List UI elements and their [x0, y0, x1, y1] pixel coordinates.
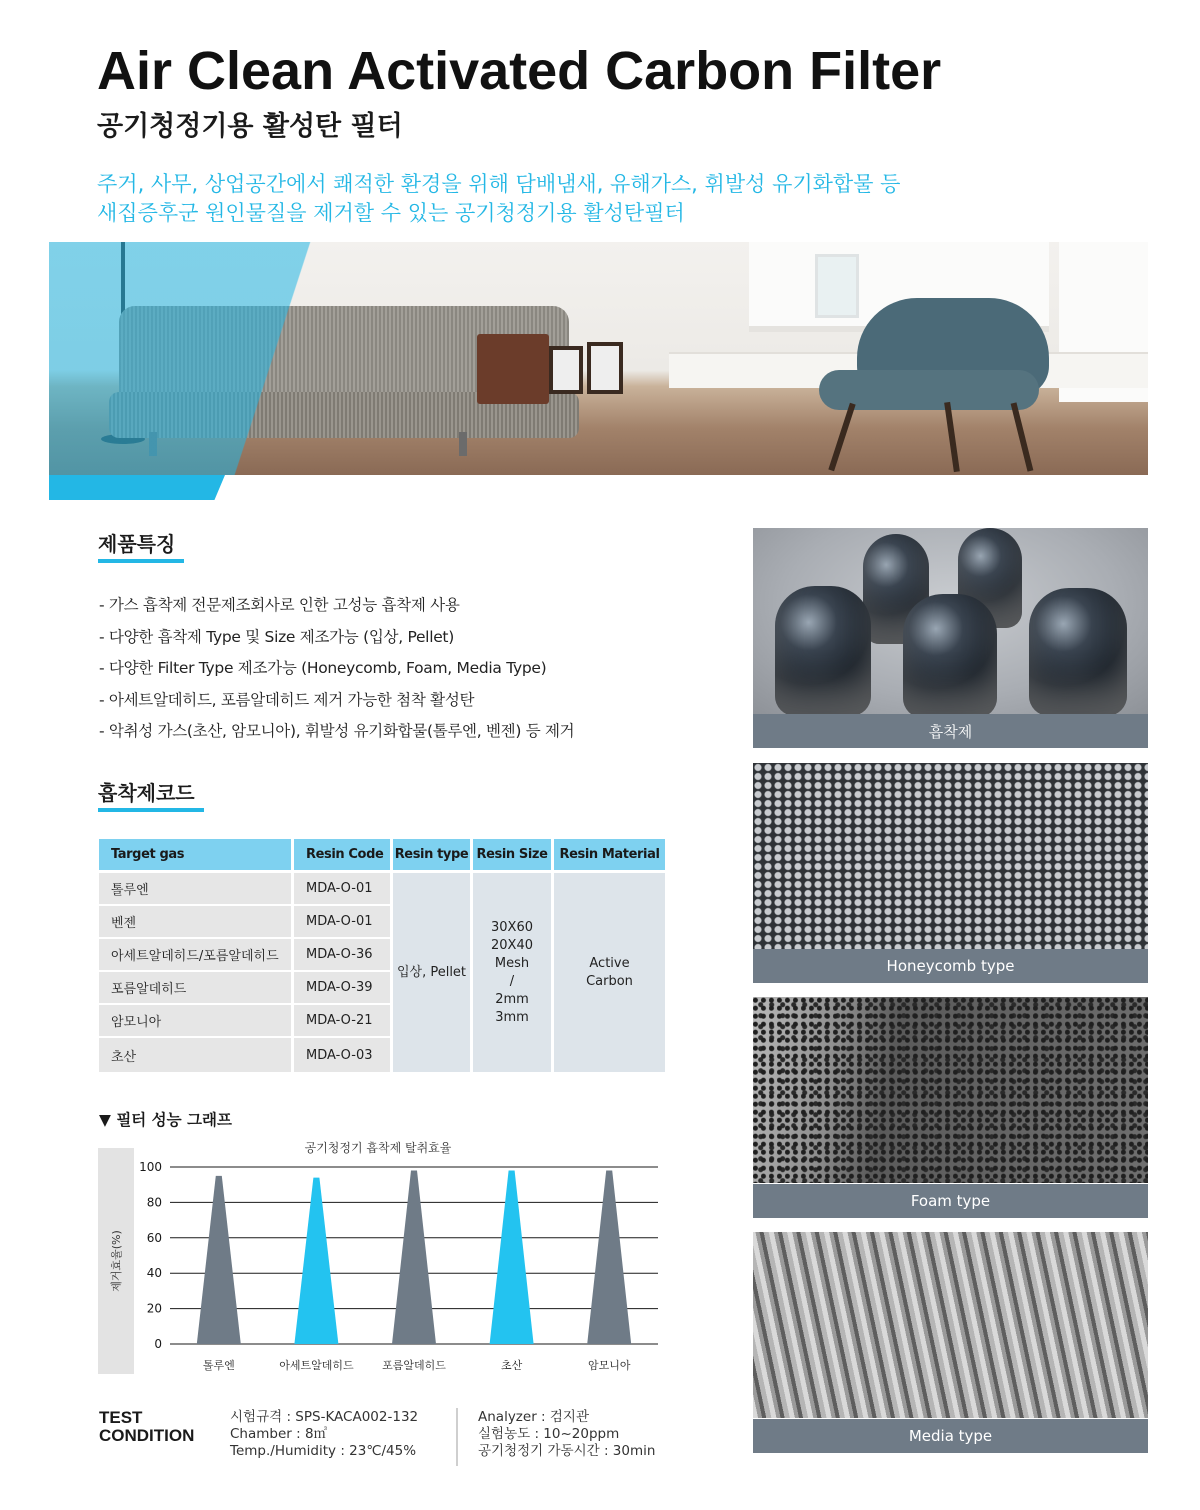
- table-cell-code: MDA-O-21: [294, 1005, 390, 1036]
- test-condition-label-line: TEST: [99, 1408, 143, 1427]
- test-condition-col-1: [230, 1409, 418, 1460]
- chart-y-tick-label: 40: [146, 1266, 162, 1281]
- feature-item: - 아세트알데히드, 포름알데히드 제거 가능한 첨착 활성탄: [99, 690, 475, 709]
- chart-x-tick-label: 포름알데히드: [382, 1359, 446, 1372]
- adsorbent-jar: [775, 586, 871, 716]
- resin-size-line: 3mm: [495, 1009, 529, 1025]
- table-cell-code: MDA-O-36: [294, 939, 390, 970]
- table-cell-gas: 아세트알데히드/포름알데히드: [99, 939, 291, 970]
- adsorbent-jar: [903, 594, 997, 718]
- test-condition-item: Analyzer : 검지관: [478, 1409, 589, 1425]
- table-header-resin-material: Resin Material: [554, 839, 665, 870]
- table-cell-gas: 톨루엔: [99, 873, 291, 904]
- photo-foam: [753, 997, 1148, 1218]
- test-condition-item: 공기청정기 가동시간 : 30min: [478, 1443, 656, 1459]
- features-title: 제품특징: [98, 532, 176, 556]
- resin-size-line: 20X40: [491, 937, 533, 953]
- honeycomb-image: [753, 763, 1148, 949]
- test-condition-divider: [456, 1408, 458, 1466]
- test-condition-item: 시험규격 : SPS-KACA002-132: [230, 1409, 419, 1425]
- chart-y-tick-label: 80: [146, 1195, 162, 1210]
- photo-caption: 흡착제: [753, 714, 1148, 748]
- table-cell-resin-material: [554, 873, 665, 1072]
- efficiency-bar-chart: [98, 1132, 668, 1382]
- chart-y-axis-label: 제거효율(%): [110, 1230, 123, 1292]
- table-cell-gas: 포름알데히드: [99, 972, 291, 1003]
- resin-material-line: Carbon: [586, 973, 633, 989]
- feature-item: - 악취성 가스(초산, 암모니아), 휘발성 유기화합물(톨루엔, 벤젠) 등 제거: [99, 722, 575, 740]
- intro-line-2: 새집증후군 원인물질을 제거할 수 있는 공기청정기용 활성탄필터: [97, 201, 685, 225]
- photo-adsorbent: [753, 528, 1148, 748]
- code-table-title: 흡착제코드: [98, 781, 195, 805]
- code-table-title-underline: [98, 808, 204, 812]
- photo-caption: Foam type: [753, 1184, 1148, 1218]
- test-condition-item: 실험농도 : 10~20ppm: [478, 1426, 620, 1442]
- hero-room-image: [49, 242, 1148, 475]
- chart-title: 공기청정기 흡착제 탈취효율: [304, 1141, 452, 1155]
- adsorbent-image: [753, 528, 1148, 714]
- photo-caption: Honeycomb type: [753, 949, 1148, 983]
- chart-x-tick-label: 아세트알데히드: [279, 1359, 354, 1372]
- hero-blue-overlay: [49, 242, 1148, 475]
- resin-size-line: /: [509, 973, 515, 989]
- test-condition-label: [99, 1409, 194, 1445]
- table-cell-resin-size: [473, 873, 551, 1072]
- chart-x-tick-label: 암모니아: [587, 1359, 631, 1372]
- resin-material-line: Active: [589, 955, 630, 971]
- photo-caption: Media type: [753, 1419, 1148, 1453]
- table-cell-gas: 초산: [99, 1038, 291, 1072]
- chart-y-tick-label: 20: [146, 1301, 162, 1316]
- table-cell-resin-type: 입상, Pellet: [393, 873, 470, 1072]
- chart-y-tick-label: 100: [139, 1160, 162, 1174]
- table-header-resin-type: Resin type: [393, 839, 470, 870]
- test-condition-col-2: [478, 1409, 655, 1460]
- table-cell-code: MDA-O-01: [294, 873, 390, 904]
- features-title-underline: [98, 559, 184, 563]
- graph-section-title: ▼ 필터 성능 그래프: [99, 1111, 232, 1129]
- intro-text: [97, 170, 900, 228]
- table-cell-code: MDA-O-01: [294, 906, 390, 937]
- feature-item: - 가스 흡착제 전문제조회사로 인한 고성능 흡착제 사용: [99, 596, 460, 614]
- intro-line-1: 주거, 사무, 상업공간에서 쾌적한 환경을 위해 담배냄새, 유해가스, 휘발성 유기화합물 등: [97, 172, 901, 196]
- test-condition-item: Temp./Humidity : 23℃/45%: [230, 1443, 417, 1459]
- feature-item: - 다양한 Filter Type 제조가능 (Honeycomb, Foam, Media Type): [99, 659, 547, 677]
- hero-accent-strip: [49, 475, 225, 500]
- table-header-resin-code: Resin Code: [294, 839, 390, 870]
- feature-item: - 다양한 흡착제 Type 및 Size 제조가능 (입상, Pellet): [99, 627, 454, 646]
- page-title: Air Clean Activated Carbon Filter: [97, 41, 942, 101]
- table-cell-gas: 암모니아: [99, 1005, 291, 1036]
- table-header-target-gas: Target gas: [99, 839, 291, 870]
- media-image: [753, 1232, 1148, 1418]
- adsorbent-jar: [1029, 588, 1127, 716]
- chart-bar: [587, 1171, 631, 1344]
- chart-x-tick-label: 톨루엔: [202, 1359, 235, 1372]
- photo-media: [753, 1232, 1148, 1453]
- table-header-resin-size: Resin Size: [473, 839, 551, 870]
- table-cell-gas: 벤젠: [99, 906, 291, 937]
- table-cell-code: MDA-O-39: [294, 972, 390, 1003]
- chart-bar: [392, 1171, 436, 1344]
- test-condition-label-line: CONDITION: [99, 1426, 195, 1445]
- foam-image: [753, 997, 1148, 1183]
- photo-honeycomb: [753, 763, 1148, 983]
- table-cell-code: MDA-O-03: [294, 1038, 390, 1072]
- resin-size-line: 30X60: [491, 919, 533, 935]
- test-condition-item: Chamber : 8㎥: [230, 1426, 328, 1442]
- features-list: [99, 590, 574, 748]
- resin-size-line: Mesh: [494, 955, 530, 971]
- chart-bar: [197, 1176, 241, 1344]
- chart-bar: [490, 1171, 534, 1344]
- chart-y-tick-label: 60: [146, 1230, 162, 1245]
- page-subtitle: 공기청정기용 활성탄 필터: [97, 111, 403, 142]
- chart-y-tick-label: 0: [154, 1337, 162, 1351]
- chart-x-tick-label: 초산: [500, 1359, 523, 1372]
- resin-size-line: 2mm: [495, 991, 529, 1007]
